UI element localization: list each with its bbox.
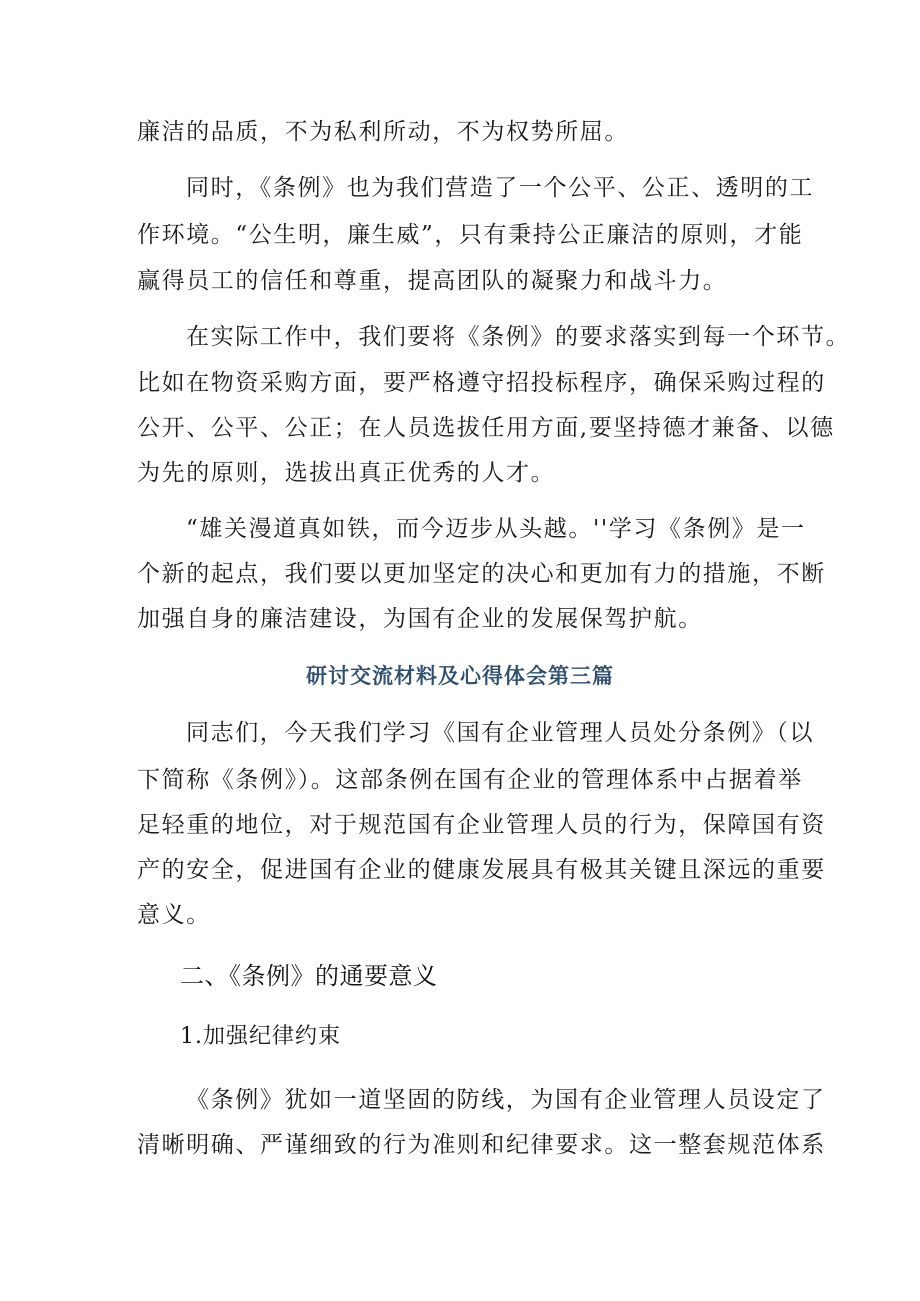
paragraph-line: 下简称《条例》）。这部条例在国有企业的管理体系中占据着举 bbox=[137, 767, 803, 793]
paragraph-line: 同时，《条例》也为我们营造了一个公平、公正、透明的工 bbox=[186, 175, 815, 201]
paragraph-line: 比如在物资采购方面，要严格遵守招投标程序，确保采购过程的 bbox=[137, 370, 826, 396]
paragraph-line: 作环境。“公生明，廉生威”，只有秉持公正廉洁的原则，才能 bbox=[137, 222, 804, 248]
paragraph-line: 赢得员工的信任和尊重，提高团队的凝聚力和战斗力。 bbox=[137, 268, 728, 294]
paragraph-line: 足轻重的地位，对于规范国有企业管理人员的行为，保障国有资 bbox=[137, 812, 826, 838]
paragraph-line: 在实际工作中，我们要将《条例》的要求落实到每一个环节。 bbox=[186, 324, 851, 350]
paragraph-line: 同志们，今天我们学习《国有企业管理人员处分条例》（以 bbox=[186, 720, 815, 746]
paragraph-line: 意义。 bbox=[137, 902, 211, 928]
paragraph-line: 廉洁的品质，不为私利所动，不为权势所屈。 bbox=[137, 119, 629, 145]
paragraph-line: 公开、公平、公正；在人员选拔任用方面,要坚持德才兼备、以德 bbox=[137, 415, 835, 441]
paragraph-line: 加强自身的廉洁建设，为国有企业的发展保驾护航。 bbox=[137, 606, 703, 632]
article-title: 研讨交流材料及心得体会第三篇 bbox=[306, 663, 614, 688]
section-heading: 二、《条例》的通要意义 bbox=[180, 962, 438, 990]
paragraph-line: 产的安全，促进国有企业的健康发展具有极其关键且深远的重要 bbox=[137, 857, 826, 883]
paragraph-line: 为先的原则，选拔出真正优秀的人才。 bbox=[137, 460, 556, 486]
paragraph-line: 个新的起点，我们要以更加坚定的决心和更加有力的措施，不断 bbox=[137, 561, 826, 587]
sub-heading: 1.加强纪律约束 bbox=[180, 1024, 341, 1049]
paragraph-line: “雄关漫道真如铁，而今迈步从头越。''学习《条例》是一 bbox=[186, 516, 806, 542]
paragraph-line: 清晰明确、严谨细致的行为准则和纪律要求。这一整套规范体系 bbox=[137, 1132, 826, 1158]
paragraph-line: 《条例》犹如一道坚固的防线，为国有企业管理人员设定了 bbox=[186, 1087, 826, 1113]
